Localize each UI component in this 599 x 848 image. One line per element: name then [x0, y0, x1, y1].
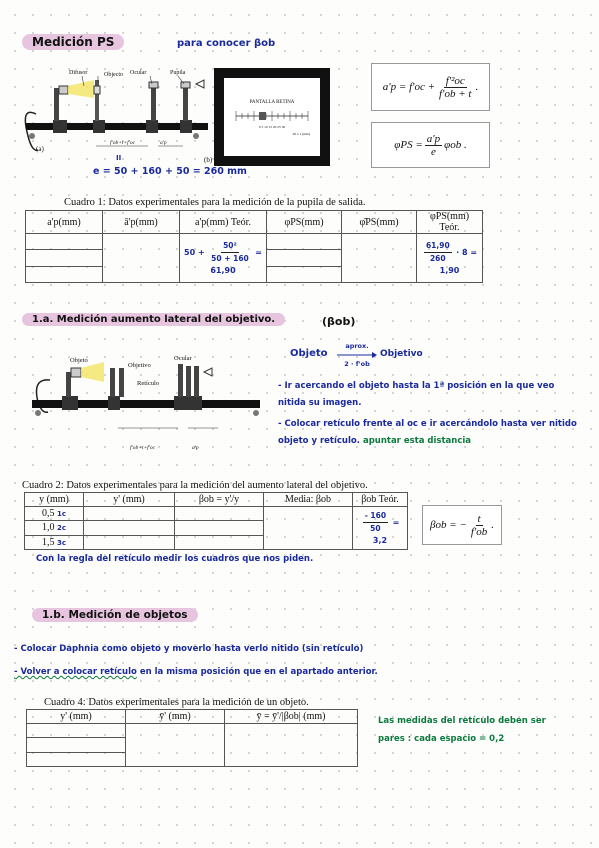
- label-b: (b): [204, 156, 213, 164]
- label-ocular: Ocular: [130, 70, 147, 76]
- section3-heading: 1.b. Medición de objetos: [32, 609, 198, 621]
- table4-header: ȳ' (mm): [126, 710, 225, 724]
- optical-bench-diagram-a: [18, 66, 208, 166]
- table2-header: y (mm): [25, 493, 84, 507]
- label-dist-2: f'ob+t+f'oc: [130, 445, 156, 451]
- step-1: - Ir acercando el objeto hasta la 1ª posición en la que veo nitida su imagen.: [278, 381, 555, 408]
- table1-header: φ̄PS(mm): [342, 211, 417, 234]
- table2-calc: $\frac{- 160}{50}$ = 3,2: [353, 507, 408, 550]
- section3-note-2: pares : cada espacio = 0,2: [378, 734, 505, 744]
- label-difusor: Difusor: [69, 70, 88, 76]
- formula-beta: βob = − $\frac{t}{f'ob}$ .: [422, 505, 502, 545]
- section3-line2: - Volver a colocar retículo en la misma posición que en el apartado anterior.: [14, 667, 378, 677]
- screen-ticks: 0 5 10 15 20 25 30: [258, 125, 286, 129]
- table1-calc1: 50 + $\frac{\text{50²}}{50 + 160}$ = 61,90: [180, 234, 267, 283]
- table-row: 1,5 3c: [25, 535, 408, 549]
- label-mark: II: [116, 154, 122, 162]
- table4-header: y' (mm): [27, 710, 126, 724]
- formula-ap: a'p = f'oc + $\frac{\text{f'²oc}}{f'ob + t}$ .: [371, 63, 490, 111]
- table1-header: φPS(mm) Teór.: [417, 211, 483, 234]
- label-ap-2: a'p: [192, 445, 199, 451]
- table2-header: βob = y'/y: [175, 493, 264, 507]
- label-objeto: Objeto: [70, 357, 88, 364]
- flow-to: Objetivo: [380, 349, 423, 359]
- label-pupila: Pupila: [170, 70, 186, 76]
- table1: [25, 210, 483, 283]
- label-a: (a): [36, 145, 44, 153]
- table4-header: ȳ = ȳ'/|βob| (mm): [225, 710, 358, 724]
- label-objetivo: Objetivo: [128, 362, 151, 369]
- section2-heading: 1.a. Medición aumento lateral del objetivo.: [22, 314, 285, 325]
- table2-header: Media: βob: [264, 493, 353, 507]
- table2-header: βob Teór.: [353, 493, 408, 507]
- table-row: 0,5 1c $\frac{- 160}{50}$ = 3,2: [25, 507, 408, 521]
- screen-title: PANTALLA RETINA: [249, 100, 295, 105]
- table1-caption: Cuadro 1: Datos experimentales para la medición de la pupila de salida.: [64, 197, 366, 208]
- retina-screen: [214, 68, 330, 166]
- label-ocular-2: Ocular: [174, 355, 192, 362]
- label-ap: a'p: [160, 140, 167, 146]
- step-2: - Colocar retículo frente al oc e ir acercándolo hasta ver nitido objeto y retículo. apuntar esta distancia: [278, 419, 577, 446]
- label-objecto: Objecto: [104, 72, 123, 78]
- equation-note: e = 50 + 160 + 50 = 260 mm: [93, 166, 247, 177]
- flow-from: Objeto: [290, 348, 328, 359]
- flow-top: aprox.: [345, 342, 369, 350]
- flow-bottom: 2 · f'ob: [344, 360, 370, 368]
- section3-note-1: Las medidas del retículo deben ser: [378, 716, 546, 726]
- section2-beta: (βob): [322, 315, 356, 328]
- label-dist: f'ob+t+f'oc: [110, 140, 136, 146]
- table4-caption: Cuadro 4: Datos experimentales para la medición de un objeto.: [44, 697, 309, 708]
- section2-note: Con la regla del retículo medir los cuadros que nos piden.: [36, 554, 314, 564]
- section1-subtitle: para conocer βob: [177, 38, 276, 49]
- flow-arrow-icon: [336, 350, 378, 360]
- table4: [26, 709, 358, 767]
- table1-header: a'p(mm): [26, 211, 103, 234]
- table1-header: ā'p(mm): [103, 211, 180, 234]
- label-reticulo: Retículo: [137, 380, 160, 387]
- section3-line1: - Colocar Daphnia como objeto y moverlo hasta verlo nitido (sin retículo): [14, 644, 364, 654]
- table1-calc2: $\frac{61,90}{260}$ · 8 = 1,90: [417, 234, 483, 283]
- screen-ruler: [234, 108, 310, 124]
- section1-heading: Medición PS: [22, 35, 124, 49]
- table1-header: a'p(mm) Teór.: [180, 211, 267, 234]
- table2: [24, 492, 408, 550]
- formula-phi-ps: φPS = $\frac{a'p}{e}$ φob .: [371, 122, 490, 168]
- table-row: 1,0 2c: [25, 521, 408, 535]
- table2-header: y' (mm): [84, 493, 175, 507]
- table2-caption: Cuadro 2: Datos experimentales para la medición del aumento lateral del objetivo.: [22, 480, 368, 491]
- table1-header: φPS(mm): [267, 211, 342, 234]
- screen-unit: 20 x 1 (mm): [292, 132, 310, 136]
